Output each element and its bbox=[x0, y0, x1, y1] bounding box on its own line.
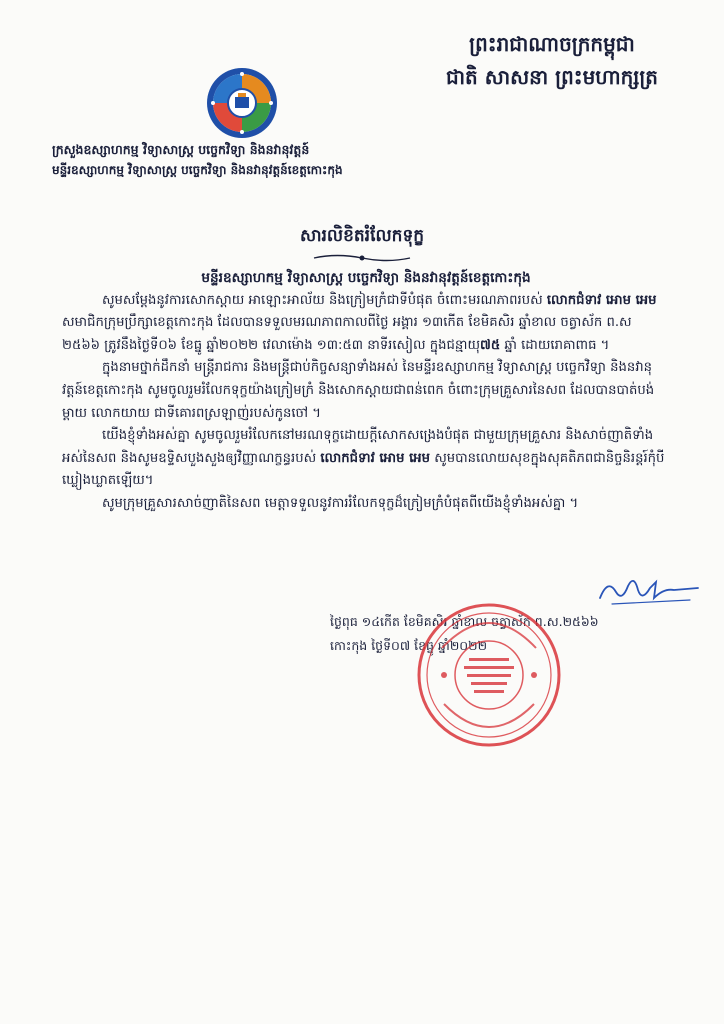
letter-body bbox=[62, 267, 670, 516]
ministry-header bbox=[52, 140, 512, 180]
official-seal-icon bbox=[414, 600, 564, 750]
body-center-line: មន្ទីរឧស្សាហកម្ម វិទ្យាសាស្ត្រ បច្ចេកវិទ្យា និងនវានុវត្តន៍ខេត្តកោះកុង bbox=[201, 270, 531, 286]
kingdom-line1: ព្រះរាជាណាចក្រកម្ពុជា bbox=[469, 32, 635, 56]
paragraph-1 bbox=[62, 290, 670, 358]
paragraph-4: សូមក្រុមគ្រួសារសាច់ញាតិនៃសព មេត្តាទទួលនូវការរំលែកទុក្ខដ៏ក្រៀមក្រំបំផុតពីយើងខ្ញុំទាំងអស់គ្នា ។ bbox=[102, 495, 579, 511]
paragraph-2: ក្នុងនាមថ្នាក់ដឹកនាំ មន្ត្រីរាជការ និងមន្ត្រីជាប់កិច្ចសន្យាទាំងអស់ នៃមន្ទីរឧស្សាហកម្ម វិទ្យាសាស្ត្រ បច្ចេកវិទ្យា និងនវានុវត្តន៍ខេត្តកោះកុង សូមចូលរួមរំលែកទុក្ខយ៉ាងក្រៀមក្រំ និងសោកស្តាយជាពន់ពេក ចំពោះក្រុមគ្រួសារនៃសព ដែលបានបាត់បង់ ម្តាយ លោកយាយ ជាទីគោរពស្រឡាញ់របស់កូនចៅ ។ bbox=[62, 360, 655, 421]
letter-title: សារលិខិតរំលែកទុក្ខ bbox=[299, 226, 425, 246]
p3-start: យើងខ្ញុំទាំងអស់គ្នា សូមចូលរួមរំលែកនៅមរណទុក្ខដោយក្តីសោកសង្រេងបំផុត ជាមួយក្រុមគ្រួសារ និងសាច់ញាតិទាំងអស់នៃសព និងសូមឧទ្ទិសបួងសួងឲ្យវិញ្ញាណក្ខន្ធរបស់ bbox=[62, 428, 654, 466]
ministry-line2: មន្ទីរឧស្សាហកម្ម វិទ្យាសាស្ត្រ បច្ចេកវិទ្យា និងនវានុវត្តន៍ខេត្តកោះកុង bbox=[52, 163, 343, 177]
title-ornament-icon bbox=[312, 251, 412, 265]
ministry-emblem-icon bbox=[206, 67, 278, 139]
p1-end2: ឆ្នាំ ដោយរោគាពាធ ។ bbox=[500, 337, 610, 353]
deceased-name-2: លោកជំទាវ អោម អេម bbox=[320, 450, 430, 466]
solar-date: កោះកុង ថ្ងៃទី០៧ ខែធ្នូ ឆ្នាំ២០២២ bbox=[330, 638, 488, 653]
p1-start: សូមសម្តែងនូវការសោកស្តាយ អាឡោះអាល័យ និងក្រៀមក្រំជាទីបំផុត ចំពោះមរណភាពរបស់ bbox=[102, 292, 547, 308]
p1-end: សមាជិកក្រុមប្រឹក្សាខេត្តកោះកុង ដែលបានទទួលមរណភាពកាលពីថ្ងៃ អង្គារ ១៣កើត ខែមិគសិរ ឆ្នាំខាល ចត្វាស័ក ព.ស ២៥៦៦ ត្រូវនឹងថ្ងៃទី០៦ ខែធ្នូ ឆ្នាំ២០២២ វេលាម៉ោង ១៣:៥៣ នាទីរសៀល ក្នុងជន្មាយុ bbox=[62, 315, 632, 353]
lunar-date: ថ្ងៃពុធ ១៤កើត ខែមិគសិរ ឆ្នាំខាល ចត្វាស័ក ព.ស.២៥៦៦ bbox=[330, 614, 599, 629]
deceased-age: ៧៥ bbox=[480, 337, 501, 353]
paragraph-3 bbox=[62, 425, 670, 493]
kingdom-motto bbox=[422, 30, 682, 92]
kingdom-line2: ជាតិ សាសនា ព្រះមហាក្សត្រ bbox=[446, 65, 658, 89]
handwritten-signature-icon bbox=[594, 568, 704, 612]
deceased-name: លោកជំទាវ អោម អេម bbox=[546, 292, 657, 308]
p3-end: សូមបានលោយសុខក្នុងសុគតិភពជានិច្ចនិរន្តរ៍កុំបីឃ្លៀងឃ្លាតឡើយ។ bbox=[62, 450, 665, 489]
ministry-line1: ក្រសួងឧស្សាហកម្ម វិទ្យាសាស្ត្រ បច្ចេកវិទ្យា និងនវានុវត្តន៍ bbox=[52, 142, 310, 157]
